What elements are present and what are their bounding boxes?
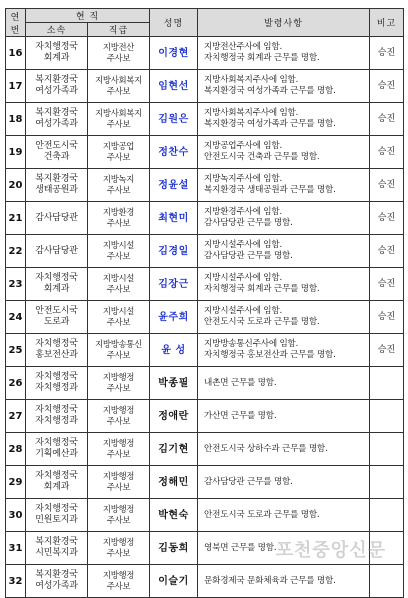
serial-number-cell: 30 <box>6 499 26 532</box>
org-line: 자치행정국 <box>35 405 78 415</box>
org-line: 자치행정과 <box>35 416 78 426</box>
grade-line: 지방방송통신 <box>95 339 142 349</box>
org-line: 감사담당관 <box>35 212 78 223</box>
detail-line: 안전도시국 도로과 근무를 명함. <box>204 317 320 327</box>
affiliation-cell <box>26 169 88 202</box>
serial-number-cell: 20 <box>6 169 26 202</box>
grade-cell <box>88 301 150 334</box>
grade-line: 지방행정 <box>102 438 135 448</box>
detail-line: 문화경제국 문화체육과 근무를 명함. <box>204 575 336 586</box>
person-name-cell: 최현미 <box>150 202 198 235</box>
grade-line: 주사보 <box>106 482 131 492</box>
header-remarks: 비고 <box>370 9 404 37</box>
grade-cell <box>88 334 150 367</box>
grade-line: 지방행정 <box>102 570 135 580</box>
grade-cell <box>88 532 150 565</box>
serial-number-cell: 19 <box>6 136 26 169</box>
grade-line: 지방행정 <box>102 504 135 514</box>
serial-number-cell: 22 <box>6 235 26 268</box>
detail-line: 자치행정국 회계과 근무를 명함. <box>204 53 320 63</box>
grade-line: 주사보 <box>106 251 131 261</box>
person-name-cell: 김원은 <box>150 103 198 136</box>
appointment-detail-cell <box>198 565 370 598</box>
grade-line: 주사보 <box>106 53 131 63</box>
detail-line: 지방시설주사에 임함. <box>204 306 282 316</box>
table-row <box>6 202 404 235</box>
detail-line: 영북면 근무를 명함. <box>204 542 277 553</box>
header-name: 성명 <box>150 9 198 37</box>
affiliation-cell <box>26 268 88 301</box>
grade-cell <box>88 433 150 466</box>
detail-line: 안전도시국 도로과 근무를 명함. <box>204 509 320 520</box>
person-name-cell: 이슬기 <box>150 565 198 598</box>
grade-cell <box>88 235 150 268</box>
remarks-cell: 승진 <box>370 37 404 70</box>
org-line: 생태공원과 <box>35 185 78 195</box>
person-name-cell: 김경일 <box>150 235 198 268</box>
org-line: 자치행정국 <box>35 339 78 349</box>
grade-line: 지방공업 <box>102 141 135 151</box>
remarks-cell: 승진 <box>370 301 404 334</box>
grade-line: 지방행정 <box>102 537 135 547</box>
grade-cell <box>88 202 150 235</box>
person-name-cell: 김기현 <box>150 433 198 466</box>
org-line: 여성가족과 <box>35 581 78 591</box>
affiliation-cell <box>26 136 88 169</box>
grade-line: 주사보 <box>106 152 131 162</box>
detail-line: 복지환경국 여성가족과 근무를 명함. <box>204 86 336 96</box>
person-name-cell: 임현선 <box>150 70 198 103</box>
grade-line: 지방시설 <box>102 240 135 250</box>
grade-line: 주사보 <box>106 449 131 459</box>
remarks-cell: 승진 <box>370 202 404 235</box>
detail-line: 복지환경국 생태공원과 근무를 명함. <box>204 185 336 195</box>
remarks-cell <box>370 433 404 466</box>
serial-number-cell: 26 <box>6 367 26 400</box>
detail-line: 지방사회복지주사에 임함. <box>204 75 299 85</box>
remarks-cell: 승진 <box>370 169 404 202</box>
person-name-cell: 정해민 <box>150 466 198 499</box>
org-line: 복지환경국 <box>35 174 78 184</box>
grade-cell <box>88 103 150 136</box>
detail-line: 지방전산주사에 임함. <box>204 42 282 52</box>
person-name-cell: 윤 성 <box>150 334 198 367</box>
grade-cell <box>88 169 150 202</box>
detail-line: 내촌면 근무를 명함. <box>204 377 277 388</box>
table-row <box>6 169 404 202</box>
remarks-cell: 승진 <box>370 235 404 268</box>
serial-number-cell: 31 <box>6 532 26 565</box>
org-line: 여성가족과 <box>35 119 78 129</box>
person-name-cell: 김장근 <box>150 268 198 301</box>
org-line: 자치행정국 <box>35 438 78 448</box>
org-line: 자치행정국 <box>35 42 78 52</box>
table-row <box>6 103 404 136</box>
serial-number-cell: 25 <box>6 334 26 367</box>
appointment-detail-cell <box>198 169 370 202</box>
remarks-cell <box>370 367 404 400</box>
person-name-cell: 정찬수 <box>150 136 198 169</box>
org-line: 회계과 <box>43 284 70 294</box>
person-name-cell: 이경현 <box>150 37 198 70</box>
org-line: 복지환경국 <box>35 108 78 118</box>
grade-cell <box>88 499 150 532</box>
serial-number-cell: 21 <box>6 202 26 235</box>
affiliation-cell <box>26 334 88 367</box>
header-affiliation: 소속 <box>26 23 88 37</box>
newspaper-watermark: 포천중앙신문 <box>275 540 386 561</box>
person-name-cell: 정윤설 <box>150 169 198 202</box>
affiliation-cell <box>26 103 88 136</box>
detail-line: 지방시설주사에 임함. <box>204 273 282 283</box>
detail-line: 감사담당관 근무를 명함. <box>204 476 293 487</box>
serial-number-cell: 29 <box>6 466 26 499</box>
grade-line: 지방행정 <box>102 372 135 382</box>
remarks-cell: 승진 <box>370 268 404 301</box>
table-row <box>6 301 404 334</box>
appointment-detail-cell <box>198 136 370 169</box>
remarks-cell <box>370 466 404 499</box>
grade-line: 지방사회복지 <box>95 75 142 85</box>
appointment-detail-cell <box>198 301 370 334</box>
table-row <box>6 235 404 268</box>
grade-line: 지방사회복지 <box>95 108 142 118</box>
person-name-cell: 윤주희 <box>150 301 198 334</box>
remarks-cell <box>370 565 404 598</box>
appointment-detail-cell <box>198 70 370 103</box>
appointment-detail-cell <box>198 433 370 466</box>
org-line: 자치행정국 <box>35 471 78 481</box>
org-line: 감사담당관 <box>35 245 78 256</box>
remarks-cell <box>370 499 404 532</box>
serial-number-cell: 16 <box>6 37 26 70</box>
detail-line: 감사담당관 근무를 명함. <box>204 218 293 228</box>
personnel-order-table <box>5 8 404 598</box>
table-row <box>6 136 404 169</box>
table-row <box>6 466 404 499</box>
serial-number-cell: 18 <box>6 103 26 136</box>
grade-cell <box>88 367 150 400</box>
org-line: 안전도시국 <box>35 306 78 316</box>
affiliation-cell <box>26 499 88 532</box>
org-line: 회계과 <box>43 482 70 492</box>
header-appointment-detail: 발령사항 <box>198 9 370 37</box>
grade-line: 주사보 <box>106 515 131 525</box>
table-row <box>6 367 404 400</box>
grade-line: 주사보 <box>106 548 131 558</box>
detail-line: 자치행정국 회계과 근무를 명함. <box>204 284 320 294</box>
org-line: 안전도시국 <box>35 141 78 151</box>
serial-number-cell: 28 <box>6 433 26 466</box>
grade-line: 주사보 <box>106 284 131 294</box>
remarks-cell: 승진 <box>370 136 404 169</box>
grade-cell <box>88 400 150 433</box>
affiliation-cell <box>26 301 88 334</box>
header-current-position: 현 직 <box>26 9 150 23</box>
person-name-cell: 정애란 <box>150 400 198 433</box>
affiliation-cell <box>26 433 88 466</box>
appointment-detail-cell <box>198 202 370 235</box>
detail-line: 지방녹지주사에 임함. <box>204 174 282 184</box>
grade-line: 지방행정 <box>102 405 135 415</box>
table-row <box>6 37 404 70</box>
appointment-detail-cell <box>198 103 370 136</box>
grade-line: 지방행정 <box>102 471 135 481</box>
table-row <box>6 433 404 466</box>
detail-line: 감사담당관 근무를 명함. <box>204 251 293 261</box>
grade-line: 지방환경 <box>102 207 135 217</box>
appointment-detail-cell <box>198 466 370 499</box>
grade-line: 주사보 <box>106 317 131 327</box>
grade-cell <box>88 37 150 70</box>
remarks-cell <box>370 400 404 433</box>
grade-line: 주사보 <box>106 218 131 228</box>
appointment-detail-cell <box>198 499 370 532</box>
org-line: 건축과 <box>43 152 70 162</box>
appointment-detail-cell <box>198 367 370 400</box>
grade-line: 주사보 <box>106 119 131 129</box>
table-row <box>6 70 404 103</box>
appointment-detail-cell <box>198 334 370 367</box>
detail-line: 가산면 근무를 명함. <box>204 410 277 421</box>
org-line: 복지환경국 <box>35 570 78 580</box>
affiliation-cell <box>26 565 88 598</box>
appointment-detail-cell <box>198 235 370 268</box>
detail-line: 안전도시국 상하수과 근무를 명함. <box>204 443 328 454</box>
remarks-cell: 승진 <box>370 103 404 136</box>
serial-number-cell: 24 <box>6 301 26 334</box>
org-line: 복지환경국 <box>35 537 78 547</box>
org-line: 복지환경국 <box>35 75 78 85</box>
grade-cell <box>88 565 150 598</box>
detail-line: 복지환경국 여성가족과 근무를 명함. <box>204 119 336 129</box>
affiliation-cell <box>26 466 88 499</box>
grade-line: 주사보 <box>106 416 131 426</box>
affiliation-cell <box>26 202 88 235</box>
header-grade: 직급 <box>88 23 150 37</box>
grade-line: 지방시설 <box>102 273 135 283</box>
grade-line: 주사보 <box>106 86 131 96</box>
grade-line: 주사보 <box>106 383 131 393</box>
org-line: 회계과 <box>43 53 70 63</box>
grade-line: 지방녹지 <box>102 174 135 184</box>
org-line: 도로과 <box>43 317 70 327</box>
affiliation-cell <box>26 37 88 70</box>
grade-line: 주사보 <box>106 581 131 591</box>
affiliation-cell <box>26 235 88 268</box>
appointment-detail-cell <box>198 400 370 433</box>
appointment-detail-cell <box>198 37 370 70</box>
table-row <box>6 400 404 433</box>
person-name-cell: 김동희 <box>150 532 198 565</box>
org-line: 기획예산과 <box>35 449 78 459</box>
org-line: 자치행정국 <box>35 504 78 514</box>
grade-line: 지방전산 <box>102 42 135 52</box>
org-line: 자치행정국 <box>35 372 78 382</box>
affiliation-cell <box>26 532 88 565</box>
serial-number-cell: 23 <box>6 268 26 301</box>
affiliation-cell <box>26 400 88 433</box>
detail-line: 지방사회복지주사에 임함. <box>204 108 299 118</box>
grade-cell <box>88 70 150 103</box>
remarks-cell: 승진 <box>370 70 404 103</box>
serial-number-cell: 32 <box>6 565 26 598</box>
table-row <box>6 565 404 598</box>
org-line: 시민복지과 <box>35 548 78 558</box>
table-row <box>6 334 404 367</box>
grade-cell <box>88 136 150 169</box>
appointment-detail-cell <box>198 268 370 301</box>
person-name-cell: 박현숙 <box>150 499 198 532</box>
org-line: 자치행정국 <box>35 273 78 283</box>
person-name-cell: 박종필 <box>150 367 198 400</box>
table-body <box>6 37 404 598</box>
detail-line: 자치행정국 홍보전산과 근무를 명함. <box>204 350 336 360</box>
org-line: 여성가족과 <box>35 86 78 96</box>
affiliation-cell <box>26 367 88 400</box>
detail-line: 지방환경주사에 임함. <box>204 207 282 217</box>
affiliation-cell <box>26 70 88 103</box>
serial-number-cell: 27 <box>6 400 26 433</box>
header-serial-number: 연번 <box>6 9 26 37</box>
grade-cell <box>88 268 150 301</box>
detail-line: 안전도시국 건축과 근무를 명함. <box>204 152 320 162</box>
detail-line: 지방공업주사에 임함. <box>204 141 282 151</box>
org-line: 자치행정과 <box>35 383 78 393</box>
detail-line: 지방방송통신주사에 임함. <box>204 339 299 349</box>
grade-cell <box>88 466 150 499</box>
grade-line: 지방시설 <box>102 306 135 316</box>
table-row <box>6 499 404 532</box>
grade-line: 주사보 <box>106 185 131 195</box>
org-line: 민원토지과 <box>35 515 78 525</box>
remarks-cell: 승진 <box>370 334 404 367</box>
grade-line: 주사보 <box>106 350 131 360</box>
org-line: 홍보전산과 <box>35 350 78 360</box>
detail-line: 지방시설주사에 임함. <box>204 240 282 250</box>
table-row <box>6 268 404 301</box>
serial-number-cell: 17 <box>6 70 26 103</box>
